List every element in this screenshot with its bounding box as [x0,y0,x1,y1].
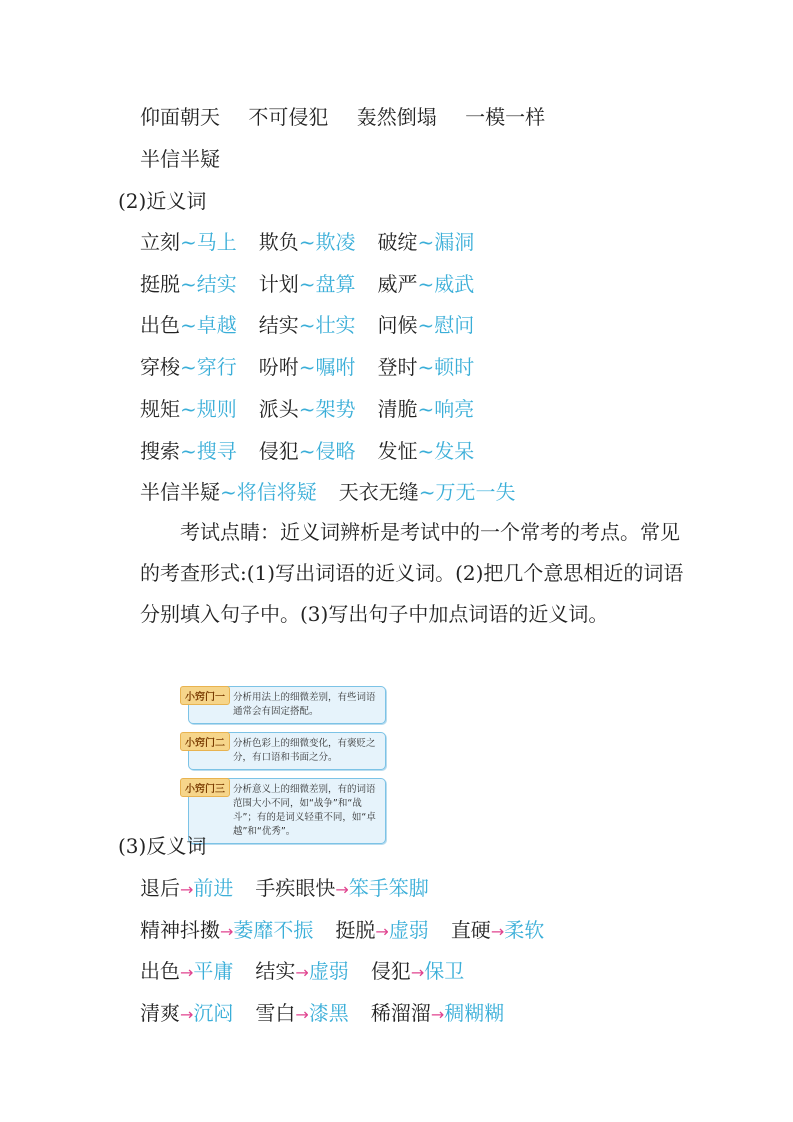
synonym-word: 卓越 [196,313,237,338]
tilde-separator: ~ [298,355,316,380]
antonym-pair [140,918,313,942]
tilde-separator: ~ [417,313,435,338]
idiom: 仰面朝天 [140,105,220,129]
word: 计划 [258,271,299,296]
synonym-row [140,355,474,379]
word: 威严 [377,271,418,296]
tilde-separator: ~ [180,313,197,338]
synonym-row [140,480,516,504]
word: 出色 [140,313,180,338]
tilde-separator: ~ [180,271,197,296]
synonym-word: 慰问 [434,313,475,338]
word: 清爽 [140,1000,180,1025]
word: 发怔 [377,438,418,463]
word: 搜索 [140,438,180,463]
synonym-row [140,397,474,421]
antonym-row [140,876,429,902]
tilde-separator: ~ [298,438,316,463]
word: 退后 [140,876,180,900]
synonym-word: 搜寻 [196,438,237,463]
word: 结实 [258,313,299,338]
arrow-right-icon: → [295,963,309,982]
synonym-word: 万无一失 [435,480,516,505]
antonym-word: 笨手笨脚 [348,876,429,900]
antonym-word: 柔软 [504,917,545,942]
synonym-word: 欺凌 [315,230,356,254]
tilde-separator: ~ [418,480,436,505]
synonym-pair [140,230,237,254]
synonym-pair [140,397,237,421]
tilde-separator: ~ [298,396,316,421]
synonym-pair [378,272,475,296]
tilde-separator: ~ [180,438,197,463]
idiom: 不可侵犯 [248,105,329,129]
antonym-pair [140,876,233,900]
antonym-pair [140,1001,233,1025]
arrow-right-icon: → [490,921,505,941]
synonym-row [140,230,474,254]
synonym-word: 侵略 [315,438,356,463]
word: 出色 [140,959,180,983]
arrow-right-icon: → [410,963,425,982]
tilde-separator: ~ [180,355,197,380]
antonym-pair [255,959,348,983]
tip-tag: 小窍门二 [180,732,230,751]
synonym-pair [378,439,475,463]
synonym-word: 壮实 [315,313,356,338]
exam-tip: 考试点睛：近义词辨析是考试中的一个常考的考点。常见的考查形式:(1)写出词语的近义词。(2)把几个意思相近的词语分别填入句子中。(3)写出句子中加点词语的近义词。 [140,520,684,626]
word: 吩咐 [258,355,299,380]
synonym-word: 将信将疑 [236,480,317,505]
tilde-separator: ~ [298,271,316,296]
antonym-row [140,1001,504,1027]
antonym-pair [140,959,233,983]
synonym-word: 发呆 [434,438,475,463]
word: 立刻 [140,230,180,254]
arrow-right-icon: → [180,1004,194,1024]
antonym-pair [371,959,464,983]
word: 稀溜溜 [370,1000,431,1025]
tip-tag: 小窍门三 [180,778,230,797]
word: 结实 [255,959,296,983]
synonym-pair [378,355,475,379]
antonym-word: 沉闷 [193,1000,234,1025]
idiom: 一模一样 [465,105,546,129]
word: 登时 [377,355,418,380]
synonym-word: 漏洞 [434,230,475,254]
synonym-row [140,272,474,296]
synonym-pair [378,230,475,254]
tilde-separator: ~ [298,230,316,254]
antonym-word: 虚弱 [308,959,349,983]
synonym-pair [259,313,356,337]
synonym-pair [259,272,356,296]
word: 问候 [377,313,418,338]
tip-tag: 小窍门一 [180,686,230,705]
synonym-word: 响亮 [434,396,475,421]
synonym-word: 威武 [434,271,475,296]
synonym-pair [140,439,237,463]
word: 天衣无缝 [338,480,419,505]
tilde-separator: ~ [417,355,435,380]
antonym-pair [451,918,544,942]
synonym-pair [378,397,475,421]
word: 手疾眼快 [255,876,336,900]
tilde-separator: ~ [180,230,197,254]
synonym-pair [378,313,475,337]
synonym-pair [140,313,237,337]
synonym-pair [259,230,356,254]
antonyms-heading: (3)反义词 [118,834,207,858]
word: 直硬 [450,917,491,942]
word: 欺负 [258,230,299,254]
antonym-word: 前进 [193,876,234,900]
arrow-right-icon: → [430,1004,445,1024]
tip-text: 分析用法上的细微差别，有些词语通常会有固定搭配。 [188,686,386,724]
tilde-separator: ~ [417,271,435,296]
tip-text: 分析色彩上的细微变化，有褒贬之分，有口语和书面之分。 [188,732,386,770]
synonym-word: 顿时 [434,355,475,380]
synonym-word: 规则 [196,396,237,421]
synonym-word: 结实 [196,271,237,296]
idiom: 半信半疑 [140,147,220,171]
tilde-separator: ~ [417,438,435,463]
idioms-row-2 [140,147,220,171]
word: 规矩 [140,396,180,421]
antonym-row [140,959,464,985]
antonym-word: 平庸 [193,959,234,983]
idioms-row-1 [140,105,545,129]
tilde-separator: ~ [417,396,435,421]
synonym-pair [259,439,356,463]
word: 派头 [258,396,299,421]
antonym-pair [255,1001,348,1025]
synonym-pair [140,355,237,379]
tip-text: 分析意义上的细微差别，有的词语范围大小不同，如“战争”和“战斗”；有的是词义轻重不同，如“卓越”和“优秀”。 [188,778,386,844]
arrow-right-icon: → [180,963,194,982]
tip-card [180,686,386,724]
arrow-right-icon: → [335,880,349,899]
tilde-separator: ~ [298,313,316,338]
antonym-word: 保卫 [424,959,465,983]
word: 挺脱 [335,917,376,942]
tips-panel [180,680,386,852]
synonym-row [140,439,474,463]
word: 清脆 [377,396,418,421]
synonym-word: 嘱咐 [315,355,356,380]
synonym-word: 架势 [315,396,356,421]
word: 半信半疑 [140,480,220,505]
word: 侵犯 [258,438,299,463]
arrow-right-icon: → [180,880,194,899]
antonym-pair [335,918,428,942]
synonym-pair [140,480,317,504]
synonym-word: 盘算 [315,271,356,296]
tip-card [180,732,386,770]
antonym-word: 虚弱 [388,917,429,942]
antonym-word: 萎靡不振 [233,917,314,942]
arrow-right-icon: → [295,1004,309,1024]
tip-card [180,778,386,844]
word: 侵犯 [370,959,411,983]
tilde-separator: ~ [417,230,435,254]
synonyms-heading: (2)近义词 [118,189,207,213]
synonym-pair [259,397,356,421]
synonym-pair [140,272,237,296]
word: 雪白 [255,1000,296,1025]
idiom: 轰然倒塌 [356,105,437,129]
word: 穿梭 [140,355,180,380]
synonym-pair [259,355,356,379]
word: 挺脱 [140,271,180,296]
tilde-separator: ~ [220,480,237,505]
word: 破绽 [377,230,418,254]
antonym-word: 稠糊糊 [444,1000,505,1025]
arrow-right-icon: → [220,921,234,941]
synonym-pair [339,480,516,504]
synonym-word: 马上 [196,230,237,254]
antonym-word: 漆黑 [308,1000,349,1025]
synonym-row [140,313,474,337]
antonym-pair [371,1001,504,1025]
tilde-separator: ~ [180,396,197,421]
antonym-pair [255,876,428,900]
antonym-row [140,918,544,944]
arrow-right-icon: → [375,921,389,941]
synonym-word: 穿行 [196,355,237,380]
word: 精神抖擞 [140,917,220,942]
